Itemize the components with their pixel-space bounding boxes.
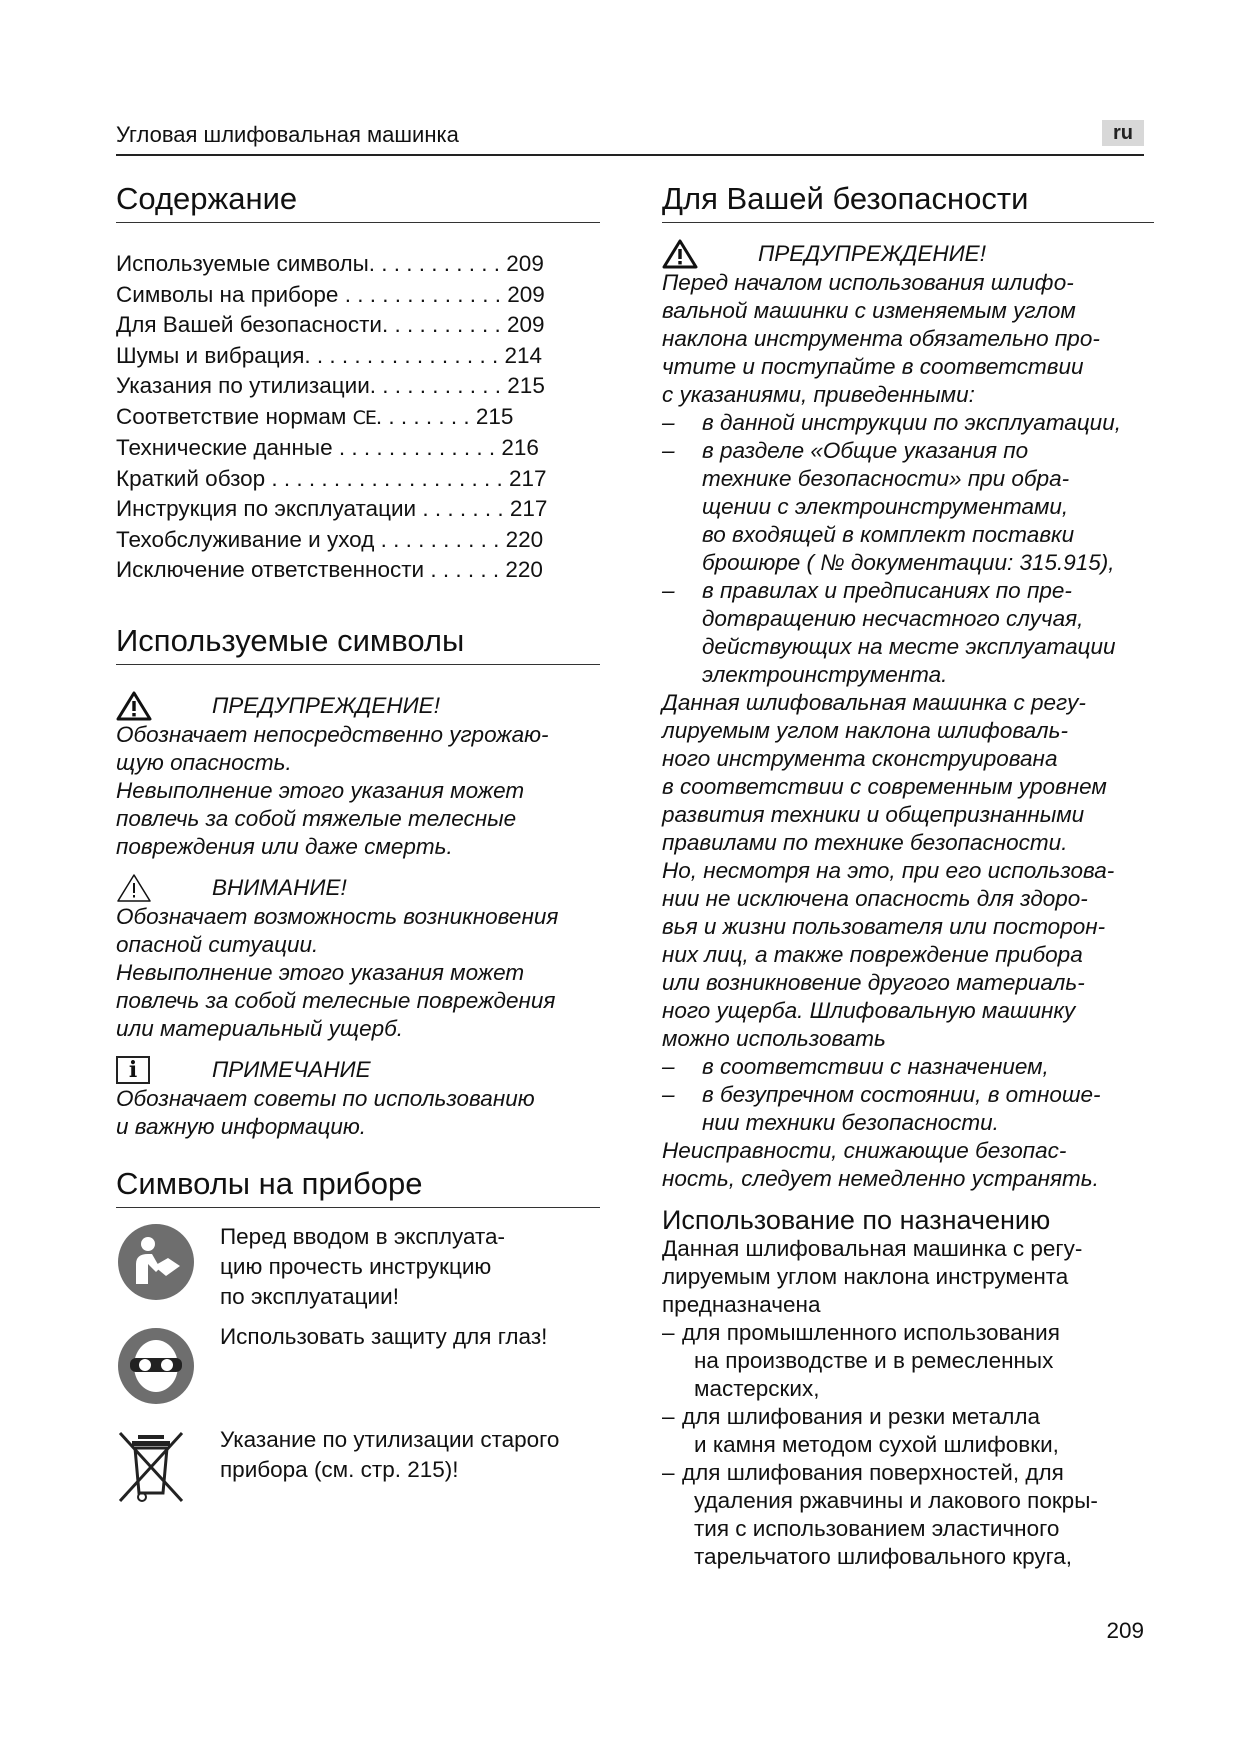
text-line: и камня методом сухой шлифовки,	[694, 1432, 1059, 1457]
safety-intro	[662, 269, 1154, 409]
usage-list	[662, 1319, 1154, 1571]
toc-item[interactable]: Указания по утилизации. . . . . . . . . . . 215	[116, 373, 545, 398]
list-item	[662, 1403, 1154, 1459]
list-dash: –	[662, 410, 675, 435]
warning-triangle-icon	[662, 239, 698, 269]
crossed-bin-icon	[116, 1429, 186, 1505]
header-title: Угловая шлифовальная машинка	[116, 122, 459, 147]
list-dash: –	[662, 1460, 675, 1485]
safety-closing	[662, 1137, 1154, 1193]
note-label: ПРИМЕЧАНИЕ	[212, 1056, 371, 1082]
text-line: брошюре ( № документации: 315.915),	[702, 550, 1115, 575]
toc-item-page: . . . . . . . . 215	[375, 403, 514, 429]
list-item	[662, 437, 1154, 577]
warning-description	[116, 721, 600, 861]
text-line: можно использовать	[662, 1026, 886, 1051]
text-line: опасной ситуации.	[116, 931, 319, 957]
text-line: Неисправности, снижающие безопас-	[662, 1138, 1067, 1163]
text-line: ного инструмента сконструирована	[662, 746, 1058, 771]
list-dash: –	[662, 1404, 675, 1429]
list-item	[662, 1459, 1154, 1571]
text-line: вья и жизни пользователя или посторон-	[662, 914, 1106, 939]
text-line: Обозначает советы по использованию	[116, 1085, 535, 1111]
text-line: развития техники и общепризнанными	[662, 802, 1085, 827]
text-line: Невыполнение этого указания может	[116, 959, 525, 985]
page-number: 209	[1106, 1618, 1144, 1643]
text-line: удаления ржавчины и лакового покры-	[694, 1488, 1098, 1513]
text-line: в соответствии с современным уровнем	[662, 774, 1107, 799]
left-column	[116, 180, 600, 1510]
symbols-heading: Используемые символы	[116, 622, 600, 665]
text-line: наклона инструмента обязательно про-	[662, 326, 1100, 351]
device-symbol-text	[220, 1425, 559, 1510]
list-dash: –	[662, 438, 675, 463]
table-of-contents	[116, 249, 600, 586]
text-line: технике безопасности» при обра-	[702, 466, 1070, 491]
text-line: Обозначает непосредственно угрожаю-	[116, 721, 549, 747]
text-line: в данной инструкции по эксплуатации,	[702, 410, 1121, 435]
text-line: мастерских,	[694, 1376, 820, 1401]
list-item	[662, 1319, 1154, 1403]
caution-description	[116, 903, 600, 1043]
text-line: Но, несмотря на это, при его использова-	[662, 858, 1115, 883]
warning-triangle-icon	[116, 691, 152, 721]
text-line: ность, следует немедленно устранять.	[662, 1166, 1099, 1191]
warning-label: ПРЕДУПРЕЖДЕНИЕ!	[212, 692, 440, 718]
toc-item[interactable]: Символы на приборе . . . . . . . . . . . . . 209	[116, 281, 545, 307]
text-line: в правилах и предписаниях по пре-	[702, 578, 1072, 603]
text-line: Использовать защиту для глаз!	[220, 1323, 548, 1349]
text-line: повлечь за собой тяжелые телесные	[116, 805, 517, 831]
device-symbol-row	[116, 1426, 600, 1510]
language-badge: ru	[1102, 120, 1144, 146]
caution-label: ВНИМАНИЕ!	[212, 874, 347, 900]
text-line: Невыполнение этого указания может	[116, 777, 525, 803]
text-line: Перед началом использования шлифо-	[662, 270, 1074, 295]
toc-item[interactable]: Для Вашей безопасности. . . . . . . . . . 209	[116, 312, 545, 337]
text-line: цию прочесть инструкцию	[220, 1253, 492, 1279]
usage-heading: Использование по назначению	[662, 1205, 1051, 1235]
text-line: нии техники безопасности.	[702, 1110, 999, 1135]
text-line: предназначена	[662, 1292, 821, 1317]
text-line: тия с использованием эластичного	[694, 1516, 1060, 1541]
text-line: лируемым углом наклона шлифоваль-	[662, 718, 1068, 743]
list-dash: –	[662, 1082, 675, 1107]
list-dash: –	[662, 578, 675, 603]
text-line: для шлифования и резки металла	[682, 1404, 1041, 1429]
text-line: ного ущерба. Шлифовальную машинку	[662, 998, 1076, 1023]
text-line: или возникновение другого материаль-	[662, 970, 1085, 995]
text-line: на производстве и в ремесленных	[694, 1348, 1054, 1373]
text-line: действующих на месте эксплуатации	[702, 634, 1116, 659]
list-item	[662, 1081, 1154, 1137]
device-symbols-heading: Символы на приборе	[116, 1165, 600, 1208]
text-line: прибора (см. стр. 215)!	[220, 1456, 459, 1482]
toc-item[interactable]: Шумы и вибрация. . . . . . . . . . . . . . . . 214	[116, 342, 542, 368]
device-symbol-row	[116, 1323, 600, 1411]
safety-heading: Для Вашей безопасности	[662, 180, 1154, 223]
text-line: во входящей в комплект поставки	[702, 522, 1075, 547]
text-line: Указание по утилизации старого	[220, 1426, 560, 1452]
text-line: для промышленного использования	[682, 1320, 1060, 1345]
text-line: щую опасность.	[116, 749, 292, 775]
device-symbol-text	[220, 1222, 505, 1312]
toc-item[interactable]	[116, 402, 600, 434]
list-dash: –	[662, 1320, 675, 1345]
info-icon: i	[116, 1056, 150, 1084]
text-line: нии не исключена опасность для здоро-	[662, 886, 1088, 911]
text-line: щении с электроинструментами,	[702, 494, 1069, 519]
read-manual-icon	[116, 1222, 196, 1302]
text-line: в безупречном состоянии, в отноше-	[702, 1082, 1101, 1107]
device-symbol-row	[116, 1222, 600, 1312]
text-line: повреждения или даже смерть.	[116, 833, 453, 859]
toc-item-label: Соответствие нормам	[116, 403, 353, 429]
text-line: лируемым углом наклона инструмента	[662, 1264, 1069, 1289]
text-line: с указаниями, приведенными:	[662, 382, 975, 407]
text-line: для шлифования поверхностей, для	[682, 1460, 1064, 1485]
note-definition	[116, 1055, 600, 1141]
usage-intro	[662, 1235, 1154, 1319]
text-line: Данная шлифовальная машинка с регу-	[662, 1236, 1083, 1261]
list-dash: –	[662, 1054, 675, 1079]
eye-protection-icon	[116, 1326, 196, 1406]
toc-item[interactable]: Краткий обзор . . . . . . . . . . . . . . . . . . . 217	[116, 465, 547, 491]
note-description	[116, 1085, 600, 1141]
list-item	[662, 409, 1154, 437]
safety-conditions-list	[662, 1053, 1154, 1137]
text-line: вальной машинки с изменяемым углом	[662, 298, 1076, 323]
text-line: электроинструмента.	[702, 662, 948, 687]
text-line: тарельчатого шлифовального круга,	[694, 1544, 1073, 1569]
toc-item[interactable]: Исключение ответственности . . . . . . 220	[116, 557, 543, 582]
caution-triangle-icon	[116, 873, 152, 903]
ce-mark-icon: CE	[352, 406, 376, 429]
list-item	[662, 1053, 1154, 1081]
toc-item[interactable]: Инструкция по эксплуатации . . . . . . . 217	[116, 496, 548, 521]
text-line: чтите и поступайте в соответствии	[662, 354, 1084, 379]
text-line: и важную информацию.	[116, 1113, 367, 1139]
text-line: правилами по технике безопасности.	[662, 830, 1068, 855]
text-line: них лиц, а также повреждение прибора	[662, 942, 1083, 967]
text-line: по эксплуатации!	[220, 1283, 399, 1309]
safety-warning	[662, 239, 1154, 1193]
text-line: Данная шлифовальная машинка с регу-	[662, 690, 1086, 715]
right-column	[662, 180, 1154, 1571]
safety-sources-list	[662, 409, 1154, 689]
toc-heading: Содержание	[116, 180, 600, 223]
list-item	[662, 577, 1154, 689]
page-header	[116, 120, 1144, 156]
text-line: или материальный ущерб.	[116, 1015, 404, 1041]
warning-label: ПРЕДУПРЕЖДЕНИЕ!	[758, 241, 986, 266]
toc-item[interactable]: Технические данные . . . . . . . . . . . . . 216	[116, 435, 539, 460]
toc-item[interactable]: Используемые символы. . . . . . . . . . . 209	[116, 251, 544, 276]
text-line: повлечь за собой телесные повреждения	[116, 987, 556, 1013]
toc-item[interactable]: Техобслуживание и уход . . . . . . . . . . 220	[116, 526, 544, 552]
warning-definition	[116, 691, 600, 861]
device-symbol-text	[220, 1322, 547, 1411]
text-line: Обозначает возможность возникновения	[116, 903, 559, 929]
text-line: в соответствии с назначением,	[702, 1054, 1049, 1079]
text-line: Перед вводом в эксплуата-	[220, 1223, 506, 1249]
text-line: в разделе «Общие указания по	[702, 438, 1029, 463]
safety-paragraph	[662, 689, 1154, 1053]
caution-definition	[116, 873, 600, 1043]
text-line: дотвращению несчастного случая,	[702, 606, 1084, 631]
